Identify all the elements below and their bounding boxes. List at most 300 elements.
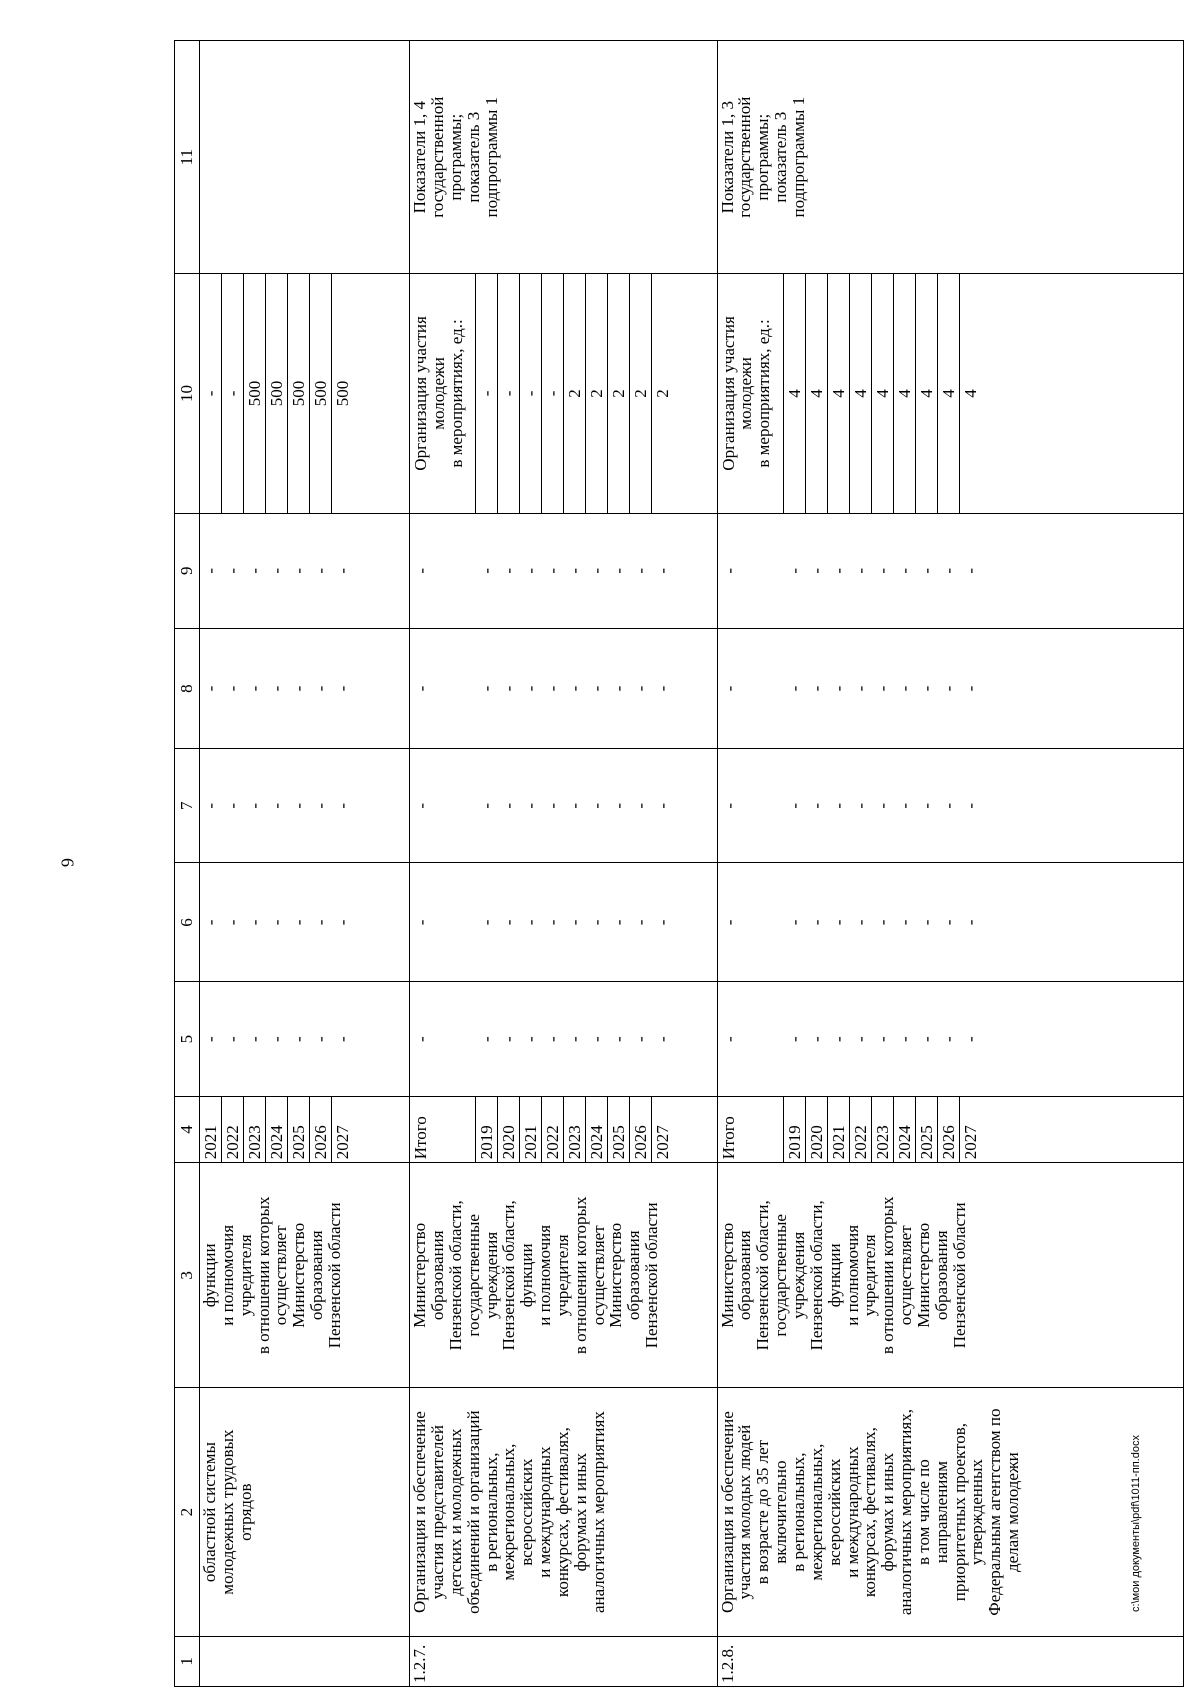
executor-line: учредителя: [860, 1234, 880, 1317]
year-label: 2022: [222, 1097, 244, 1162]
dash-value: -: [587, 802, 607, 809]
executor-line: и полномочия: [217, 1224, 237, 1326]
dash-value: -: [543, 919, 563, 926]
year-label: 2024: [586, 1097, 608, 1162]
column-header-10: 10: [175, 274, 200, 513]
funding-column-7-cell: [410, 749, 718, 863]
column-header-2: 2: [175, 1388, 200, 1636]
dash-value: -: [223, 685, 242, 692]
dash-value: -: [806, 802, 826, 809]
indicator-value: -: [498, 274, 520, 512]
years-cell: [200, 1096, 410, 1162]
year-label: 2021: [200, 1097, 222, 1162]
executor-line: в отношении которых: [878, 1196, 898, 1355]
funding-column-5-cell: [717, 982, 1183, 1096]
indicator-cell: [717, 274, 1183, 513]
executor-line: функции: [824, 1243, 844, 1308]
indicator-value: 500: [288, 274, 310, 512]
dash-value: -: [333, 802, 352, 809]
row-number: 1.2.7.: [410, 1644, 430, 1683]
dash-value: -: [311, 802, 330, 809]
dash-value: -: [223, 802, 242, 809]
dash-value: -: [289, 802, 308, 809]
dash-value: -: [223, 1036, 242, 1042]
header-row: [175, 41, 200, 1687]
dash-value: -: [267, 802, 286, 809]
activity-name-cell: [200, 1388, 410, 1636]
dash-value: -: [609, 919, 629, 926]
dash-value: -: [872, 567, 892, 574]
dash-value: -: [784, 802, 804, 809]
dash-value: -: [916, 1036, 936, 1042]
dash-value: -: [587, 1036, 607, 1042]
year-label: 2023: [244, 1097, 266, 1162]
dash-value: -: [828, 919, 848, 926]
executor-line: Пензенской области,: [806, 1200, 826, 1351]
dash-value: -: [806, 919, 826, 926]
dash-value: -: [565, 685, 585, 692]
executor-line: государственные: [771, 1214, 791, 1337]
table-row: [200, 41, 410, 1687]
dash-value: -: [201, 567, 220, 574]
dash-value: -: [872, 685, 892, 692]
year-label: 2020: [806, 1097, 828, 1162]
dash-value: -: [609, 1036, 629, 1042]
executor-line: осуществляет: [588, 1225, 608, 1326]
dash-value: -: [894, 1036, 914, 1042]
activity-name-line: отрядов: [235, 1483, 255, 1541]
year-label: 2026: [630, 1097, 652, 1162]
indicator-value: 4: [828, 274, 850, 512]
activity-name-line: в региональных,: [481, 1452, 501, 1572]
relation-line: подпрограммы 1: [789, 96, 808, 218]
years-cell: [717, 1096, 1183, 1162]
dash-value: -: [784, 1036, 804, 1042]
activity-name-line: молодежных трудовых: [217, 1429, 237, 1595]
indicator-value: 4: [784, 274, 806, 512]
dash-value: -: [587, 567, 607, 574]
year-label: 2022: [542, 1097, 564, 1162]
executor-line: Министерство: [289, 1222, 309, 1328]
year-label: 2024: [266, 1097, 288, 1162]
dash-value: -: [653, 1036, 673, 1042]
dash-value: -: [719, 685, 739, 692]
dash-value: -: [543, 1036, 563, 1042]
funding-column-6-cell: [200, 863, 410, 982]
dash-value: -: [477, 802, 497, 809]
table-rotated-wrapper: [174, 40, 1184, 1687]
dash-value: -: [653, 685, 673, 692]
executor-line: Министерство: [717, 1222, 737, 1328]
row-number-cell: [410, 1636, 718, 1686]
executor-line: Министерство: [913, 1222, 933, 1328]
dash-value: -: [201, 919, 220, 926]
year-label: 2026: [310, 1097, 332, 1162]
executor-line: образования: [735, 1230, 755, 1321]
dash-value: -: [653, 802, 673, 809]
dash-value: -: [521, 685, 541, 692]
indicator-title: [410, 274, 476, 512]
row-number: 1.2.8.: [717, 1644, 737, 1683]
year-label: 2027: [333, 1125, 352, 1160]
dash-value: -: [850, 802, 870, 809]
dash-value: -: [960, 1036, 980, 1042]
indicator-value: 500: [244, 274, 266, 512]
indicator-value: 2: [630, 274, 652, 512]
dash-value: -: [499, 685, 519, 692]
dash-value: -: [631, 919, 651, 926]
row-number-cell: [200, 1636, 410, 1686]
year-label: 2025: [288, 1097, 310, 1162]
dash-value: -: [267, 567, 286, 574]
dash-value: -: [267, 919, 286, 926]
dash-value: -: [960, 919, 980, 926]
dash-value: -: [850, 567, 870, 574]
executor-line: и полномочия: [535, 1224, 555, 1326]
executor-line: осуществляет: [271, 1225, 291, 1326]
executor-line: образования: [307, 1230, 327, 1321]
activity-name-line: межрегиональных,: [806, 1443, 826, 1581]
years-cell: [410, 1096, 718, 1162]
dash-value: -: [938, 919, 958, 926]
year-label: 2025: [916, 1097, 938, 1162]
dash-value: -: [499, 1036, 519, 1042]
dash-value: -: [631, 685, 651, 692]
dash-value: -: [311, 919, 330, 926]
dash-value: -: [631, 1036, 651, 1042]
dash-value: -: [872, 919, 892, 926]
relation-line: государственной: [735, 96, 755, 218]
dash-value: -: [719, 802, 739, 809]
dash-value: -: [850, 685, 870, 692]
dash-value: -: [828, 567, 848, 574]
executor-line: в отношении которых: [570, 1196, 590, 1355]
funding-column-5-cell: [410, 982, 718, 1096]
relation-cell: [200, 41, 410, 274]
funding-column-8-cell: [410, 629, 718, 749]
activity-name-line: Организация и обеспечение: [410, 1411, 430, 1614]
indicator-value: -: [476, 274, 498, 512]
activity-name-line: Организация и обеспечение: [717, 1411, 737, 1614]
activity-name-line: приоритетных проектов,: [949, 1422, 969, 1602]
dash-value: -: [828, 802, 848, 809]
indicator-title-line: Организация участия: [718, 316, 738, 471]
dash-value: -: [245, 802, 264, 809]
dash-value: -: [916, 685, 936, 692]
dash-value: -: [806, 1036, 826, 1042]
program-activities-table: [174, 40, 1184, 1687]
dash-value: -: [916, 919, 936, 926]
executor-line: государственные: [463, 1214, 483, 1337]
dash-value: -: [201, 802, 220, 809]
dash-value: -: [565, 802, 585, 809]
column-header-3: 3: [175, 1163, 200, 1388]
year-label: 2024: [894, 1097, 916, 1162]
relation-line: государственной: [427, 96, 447, 218]
executor-line: функции: [517, 1243, 537, 1308]
dash-value: -: [850, 919, 870, 926]
dash-value: -: [333, 1036, 352, 1042]
year-label: 2026: [938, 1097, 960, 1162]
year-label: 2019: [476, 1097, 498, 1162]
dash-value: -: [521, 919, 541, 926]
dash-value: -: [609, 567, 629, 574]
indicator-value: 500: [266, 274, 288, 512]
dash-value: -: [828, 685, 848, 692]
executor-line: Пензенской области: [324, 1202, 344, 1349]
column-header-6: 6: [175, 863, 200, 982]
dash-value: -: [609, 685, 629, 692]
executor-line: в отношении которых: [253, 1196, 273, 1355]
column-header-9: 9: [175, 513, 200, 628]
dash-value: -: [653, 919, 673, 926]
dash-value: -: [784, 919, 804, 926]
dash-value: -: [609, 802, 629, 809]
dash-value: -: [289, 567, 308, 574]
funding-column-6-cell: [717, 863, 1183, 982]
activity-name-line: делам молодежи: [1003, 1452, 1023, 1573]
funding-column-7-cell: [200, 749, 410, 863]
indicator-value: -: [200, 274, 222, 512]
funding-column-8-cell: [200, 629, 410, 749]
dash-value: -: [333, 567, 352, 574]
funding-column-9-cell: [410, 513, 718, 628]
year-label: Итого: [718, 1097, 784, 1162]
funding-column-8-cell: [717, 629, 1183, 749]
dash-value: -: [521, 802, 541, 809]
executor-line: образования: [931, 1230, 951, 1321]
year-label: 2025: [608, 1097, 630, 1162]
year-label: 2020: [498, 1097, 520, 1162]
dash-value: -: [894, 567, 914, 574]
indicator-value: 4: [872, 274, 894, 512]
activity-name-line: всероссийских: [517, 1458, 537, 1566]
dash-value: -: [223, 567, 242, 574]
dash-value: -: [719, 1036, 739, 1042]
activity-name-line: и международных: [842, 1446, 862, 1578]
column-header-1: 1: [175, 1636, 200, 1686]
indicator-value: 4: [850, 274, 872, 512]
table-body: [200, 41, 1184, 1687]
dash-value: -: [894, 685, 914, 692]
indicator-value: 2: [653, 389, 673, 398]
executor-cell: [200, 1163, 410, 1388]
executor-line: Пензенской области: [949, 1202, 969, 1349]
indicator-value: 500: [310, 274, 332, 512]
indicator-value: 4: [806, 274, 828, 512]
dash-value: -: [289, 685, 308, 692]
dash-value: -: [543, 685, 563, 692]
activity-name-line: конкурсах, фестивалях,: [860, 1427, 880, 1598]
executor-line: Министерство: [410, 1222, 430, 1328]
dash-value: -: [201, 685, 220, 692]
indicator-value: 4: [960, 389, 980, 398]
relation-line: показатель 3: [771, 111, 791, 203]
table-row: [717, 41, 1183, 1687]
dash-value: -: [806, 567, 826, 574]
indicator-title-line: Организация участия: [411, 316, 431, 471]
funding-column-6-cell: [410, 863, 718, 982]
dash-value: -: [333, 919, 352, 926]
activity-name-line: аналогичных мероприятиях: [588, 1411, 608, 1614]
indicator-value: -: [520, 274, 542, 512]
dash-value: -: [477, 919, 497, 926]
indicator-cell: [200, 274, 410, 513]
relation-cell: [717, 41, 1183, 274]
activity-name-line: конкурсах, фестивалях,: [552, 1427, 572, 1598]
relation-line: Показатели 1, 4: [410, 100, 430, 214]
dash-value: -: [784, 567, 804, 574]
relation-cell: [410, 41, 718, 274]
activity-name-line: детских и молодежных: [445, 1428, 465, 1596]
relation-line: Показатели 1, 3: [717, 100, 737, 214]
dash-value: -: [806, 685, 826, 692]
year-label: 2027: [960, 1125, 980, 1160]
dash-value: -: [412, 567, 432, 574]
dash-value: -: [894, 919, 914, 926]
activity-name-line: объединений и организаций: [463, 1410, 483, 1614]
indicator-cell: [410, 274, 718, 513]
executor-line: Пензенской области: [642, 1202, 662, 1349]
dash-value: -: [267, 685, 286, 692]
dash-value: -: [916, 567, 936, 574]
dash-value: -: [267, 1036, 286, 1042]
dash-value: -: [916, 802, 936, 809]
executor-line: осуществляет: [896, 1225, 916, 1326]
executor-line: учредителя: [552, 1234, 572, 1317]
activity-name-line: аналогичных мероприятиях,: [896, 1409, 916, 1616]
dash-value: -: [412, 919, 432, 926]
executor-line: функции: [200, 1243, 219, 1308]
dash-value: -: [311, 685, 330, 692]
indicator-value: 4: [894, 274, 916, 512]
relation-line: показатель 3: [463, 111, 483, 203]
indicator-value: 2: [608, 274, 630, 512]
dash-value: -: [719, 567, 739, 574]
dash-value: -: [894, 802, 914, 809]
dash-value: -: [872, 802, 892, 809]
dash-value: -: [653, 567, 673, 574]
executor-line: Министерство: [606, 1222, 626, 1328]
footer-path: [1130, 1435, 1144, 1626]
activity-name-line: форумах и иных: [570, 1452, 590, 1572]
dash-value: -: [412, 802, 432, 809]
dash-value: -: [587, 685, 607, 692]
relation-line: программы;: [753, 113, 773, 201]
relation-line: подпрограммы 1: [481, 96, 501, 218]
indicator-value: 500: [333, 380, 352, 407]
year-label: 2023: [872, 1097, 894, 1162]
dash-value: -: [960, 567, 980, 574]
year-label: 2019: [784, 1097, 806, 1162]
dash-value: -: [872, 1036, 892, 1042]
dash-value: -: [333, 685, 352, 692]
activity-name-line: участия молодых людей: [735, 1424, 755, 1600]
activity-name-line: в том числе по: [913, 1459, 933, 1565]
dash-value: -: [850, 1036, 870, 1042]
activity-name-line: включительно: [771, 1460, 791, 1564]
dash-value: -: [938, 567, 958, 574]
dash-value: -: [412, 685, 432, 692]
year-label: 2027: [653, 1125, 673, 1160]
dash-value: -: [245, 919, 264, 926]
footer-text: c:\мои документы\pdf\1011-пп.docx: [1130, 1435, 1142, 1612]
executor-line: Пензенской области,: [445, 1200, 465, 1351]
activity-name-line: участия представителей: [427, 1424, 447, 1600]
activity-name-cell: [410, 1388, 718, 1636]
dash-value: -: [477, 567, 497, 574]
dash-value: -: [499, 802, 519, 809]
dash-value: -: [245, 567, 264, 574]
dash-value: -: [245, 685, 264, 692]
dash-value: -: [223, 919, 242, 926]
dash-value: -: [521, 1036, 541, 1042]
executor-line: Пензенской области,: [753, 1200, 773, 1351]
executor-line: учредителя: [235, 1234, 255, 1317]
dash-value: -: [499, 919, 519, 926]
dash-value: -: [477, 1036, 497, 1042]
year-label: 2021: [828, 1097, 850, 1162]
activity-name-line: утвержденных: [967, 1459, 987, 1566]
dash-value: -: [960, 685, 980, 692]
funding-column-9-cell: [200, 513, 410, 628]
funding-column-5-cell: [200, 982, 410, 1096]
year-label: 2022: [850, 1097, 872, 1162]
dash-value: -: [201, 1036, 220, 1042]
indicator-title-line: молодежи: [428, 357, 448, 430]
dash-value: -: [499, 567, 519, 574]
executor-cell: [410, 1163, 718, 1388]
executor-line: образования: [427, 1230, 447, 1321]
dash-value: -: [543, 802, 563, 809]
dash-value: -: [289, 919, 308, 926]
year-label: Итого: [410, 1097, 476, 1162]
indicator-value: 4: [938, 274, 960, 512]
executor-line: учреждения: [481, 1231, 501, 1319]
dash-value: -: [311, 1036, 330, 1042]
dash-value: -: [938, 1036, 958, 1042]
dash-value: -: [521, 567, 541, 574]
dash-value: -: [719, 919, 739, 926]
dash-value: -: [631, 567, 651, 574]
dash-value: -: [938, 802, 958, 809]
dash-value: -: [245, 1036, 264, 1042]
dash-value: -: [587, 919, 607, 926]
indicator-value: 2: [564, 274, 586, 512]
indicator-value: 4: [916, 274, 938, 512]
year-label: 2021: [520, 1097, 542, 1162]
dash-value: -: [289, 1036, 308, 1042]
dash-value: -: [565, 1036, 585, 1042]
executor-cell: [717, 1163, 1183, 1388]
column-header-7: 7: [175, 749, 200, 863]
dash-value: -: [543, 567, 563, 574]
year-label: 2023: [564, 1097, 586, 1162]
dash-value: -: [960, 802, 980, 809]
dash-value: -: [412, 1036, 432, 1042]
executor-line: и полномочия: [842, 1224, 862, 1326]
indicator-value: 2: [586, 274, 608, 512]
dash-value: -: [565, 919, 585, 926]
indicator-value: -: [542, 274, 564, 512]
dash-value: -: [938, 685, 958, 692]
indicator-title-line: молодежи: [736, 357, 756, 430]
activity-name-line: форумах и иных: [878, 1452, 898, 1572]
dash-value: -: [311, 567, 330, 574]
column-header-8: 8: [175, 629, 200, 749]
funding-column-9-cell: [717, 513, 1183, 628]
activity-name-line: Федеральным агентством по: [985, 1408, 1005, 1616]
